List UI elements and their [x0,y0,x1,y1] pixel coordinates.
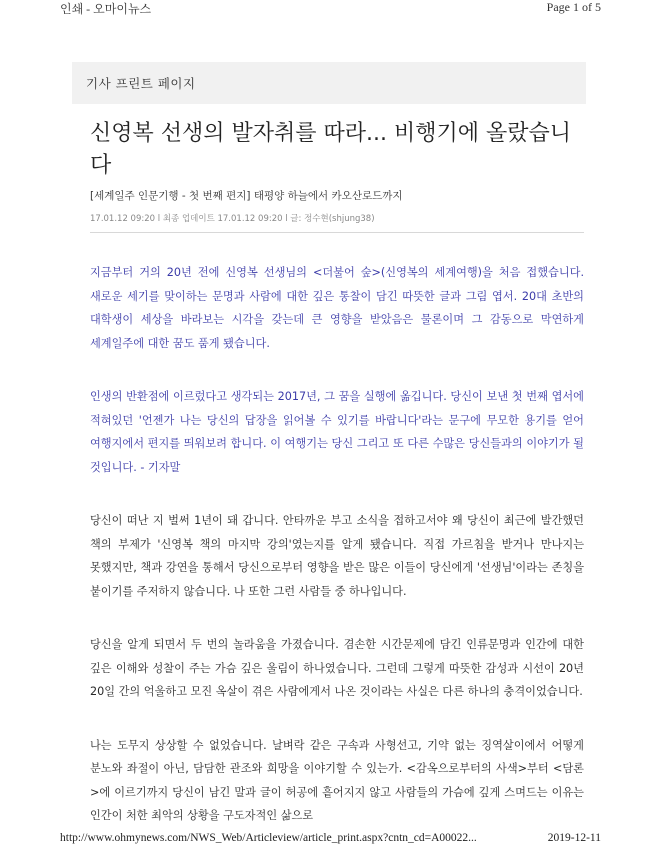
article-meta: 17.01.12 09:20 l 최종 업데이트 17.01.12 09:20 l 글: 정수현(shjung38) [90,214,375,224]
article-body [90,261,584,858]
body-paragraph: 당신을 알게 되면서 두 번의 놀라움을 가졌습니다. 겸손한 시간문제에 담긴 인류문명과 인간에 대한 깊은 이해와 성찰이 주는 가슴 깊은 울림이 하나였습니다. 그런데 그렇게 따뜻한 감성과 시선이 20년 20일 간의 억울하고 모진 옥살이 겪은 사람에게서 나온 것이라는 사실은 다른 하나의 충격이었습니다. [90,638,584,698]
divider [90,232,584,233]
intro-paragraph: 인생의 반환점에 이르렀다고 생각되는 2017년, 그 꿈을 실행에 옮깁니다. 당신이 보낸 첫 번째 엽서에 적혀있던 '언젠가 나는 당신의 답장을 읽어볼 수 있기를 바랍니다'라는 문구에 무모한 용기를 얻어 여행지에서 편지를 띄워보려 합니다. 이 여행기는 당신 그리고 또 다른 수많은 당신들과의 이야기가 될 것입니다. - 기자말 [90,390,584,474]
print-header-title: 인쇄 - 오마이뉴스 [60,2,152,16]
page-number: Page 1 of 5 [546,0,601,14]
banner-label: 기사 프린트 페이지 [86,76,196,91]
article-subtitle: [세계일주 인문기행 - 첫 번째 편지] 태평양 하늘에서 카오산로드까지 [90,190,403,202]
body-paragraph: 나는 도무지 상상할 수 없었습니다. 날벼락 같은 구속과 사형선고, 기약 없는 징역살이에서 어떻게 분노와 좌절이 아닌, 담담한 관조와 희망을 이야기할 수 있는가. <감옥으로부터의 사색>부터 <담론>에 이르기까지 당신이 남긴 말과 글이 허공에 흩어지지 않고 사람들의 가슴에 깊게 스며드는 이유는 인간이 처한 최악의 상황을 구도자적인 삶으로 [90,738,584,822]
body-paragraph: 당신이 떠난 지 벌써 1년이 돼 갑니다. 안타까운 부고 소식을 접하고서야 왜 당신이 최근에 발간했던 책의 부제가 '신영복 책의 마지막 강의'였는지를 알게 됐습니다. 직접 가르침을 받거나 만나지는 못했지만, 책과 강연을 통해서 당신으로부터 영향을 받은 많은 이들이 당신에게 '선생님'이라는 존칭을 붙이기를 주저하지 않습니다. 나 또한 그런 사람들 중 하나입니다. [90,514,584,598]
source-url: http://www.ohmynews.com/NWS_Web/Articleview/article_print.aspx?cntn_cd=A00022... [60,832,477,844]
article-title: 신영복 선생의 발자취를 따라... 비행기에 올랐습니다 [90,121,571,178]
print-page-banner [72,62,586,104]
intro-paragraph: 지금부터 거의 20년 전에 신영복 선생님의 <더불어 숲>(신영복의 세계여행)을 처음 접했습니다. 새로운 세기를 맞이하는 문명과 사람에 대한 깊은 통찰이 담긴 따뜻한 글과 그림 엽서. 20대 초반의 대학생이 세상을 바라보는 시각을 갖는데 큰 영향을 받았음은 물론이며 그 감동으로 막연하게 세계일주에 대한 꿈도 품게 됐습니다. [90,266,584,350]
print-date: 2019-12-11 [547,832,601,844]
